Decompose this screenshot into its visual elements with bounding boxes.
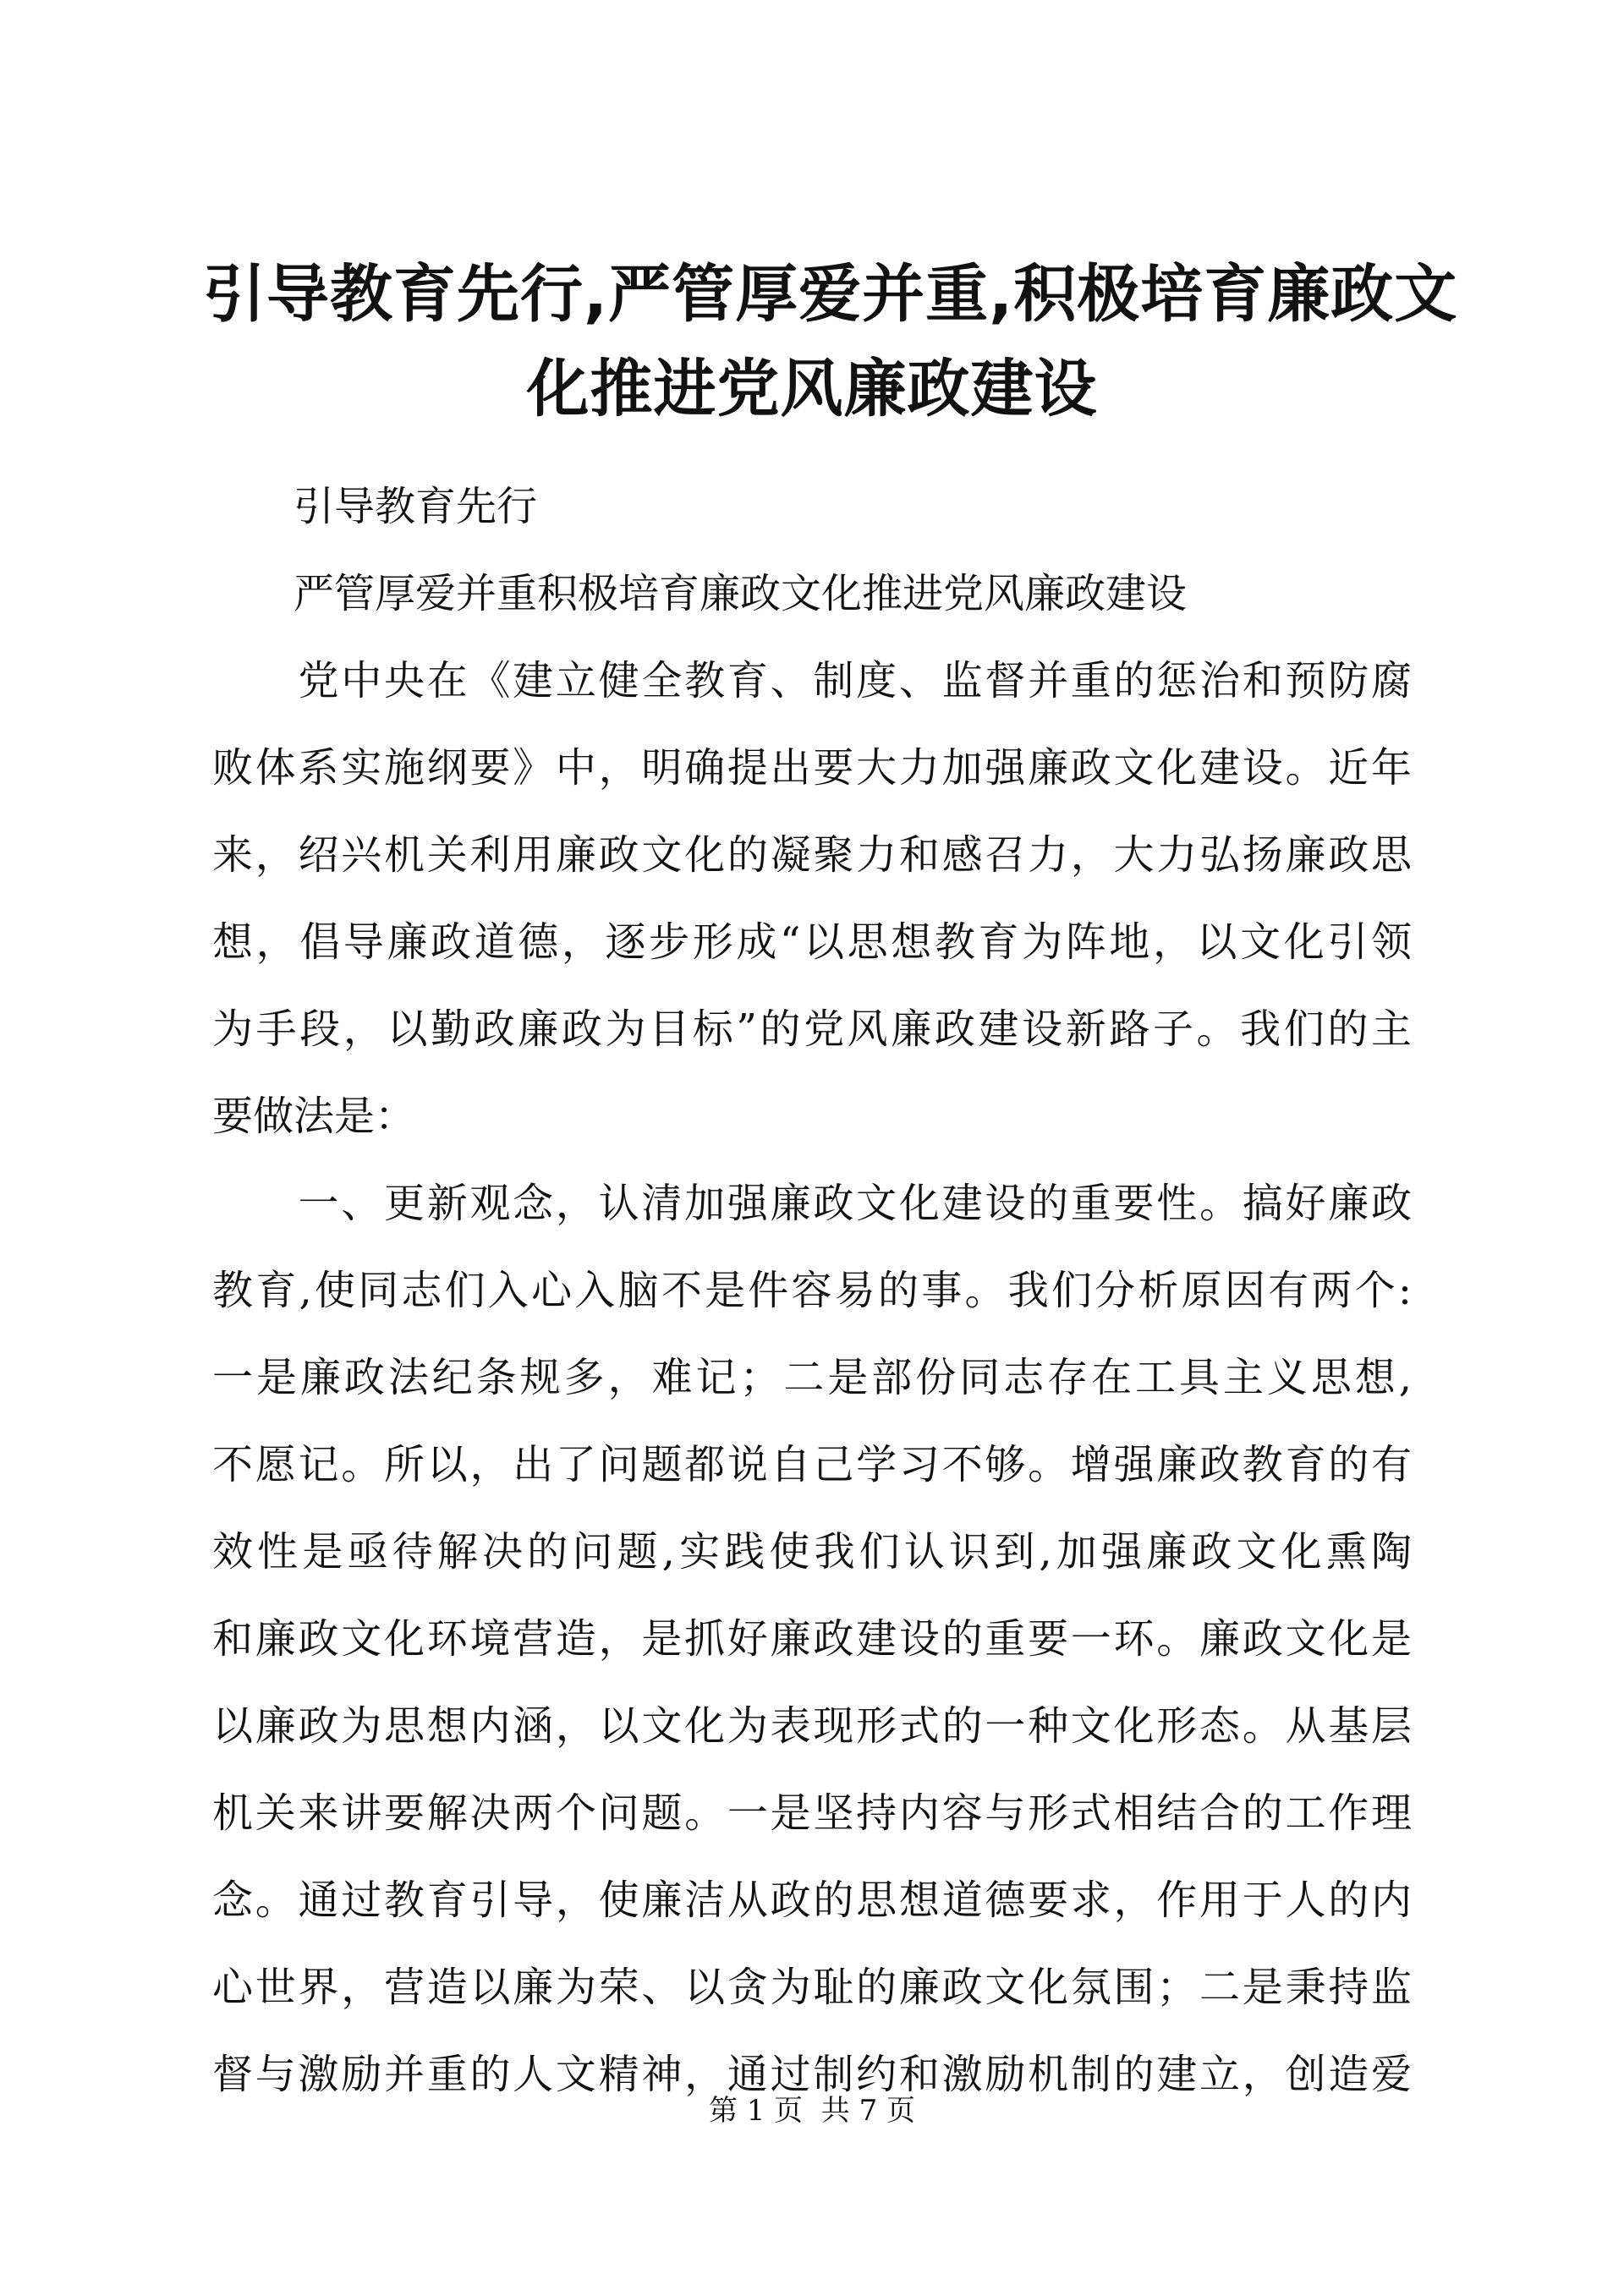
text-line: 不愿记。所以，出了问题都说自己学习不够。增强廉政教育的有: [212, 1441, 1412, 1488]
text-line: 以廉政为思想内涵，以文化为表现形式的一种文化形态。从基层: [212, 1702, 1412, 1750]
text-line: 严管厚爱并重积极培育廉政文化推进党风廉政建设: [212, 570, 1188, 617]
text-line: 一是廉政法纪条规多，难记；二是部份同志存在工具主义思想,: [212, 1354, 1412, 1401]
text-line: 要做法是：: [212, 1093, 416, 1140]
paragraph-intro: [212, 638, 1412, 1160]
text-line: 引导教育先行: [212, 483, 538, 530]
text-line: 督与激励并重的人文精神，通过制约和激励机制的建立，创造爱: [212, 2051, 1412, 2098]
title-line-2: 化推进党风廉政建设: [526, 353, 1098, 425]
text-line: 心世界，营造以廉为荣、以贪为耻的廉政文化氛围；二是秉持监: [212, 1964, 1412, 2011]
text-line: 念。通过教育引导，使廉洁从政的思想道德要求，作用于人的内: [212, 1877, 1412, 1924]
text-line: 为手段，以勤政廉政为目标”的党风廉政建设新路子。我们的主: [212, 1006, 1412, 1053]
page-footer: [0, 2092, 1624, 2129]
text-line: 败体系实施纲要》中，明确提出要大力加强廉政文化建设。近年: [212, 744, 1412, 792]
paragraph-heading-1: [212, 463, 1412, 551]
text-line: 来，绍兴机关利用廉政文化的凝聚力和感召力，大力弘扬廉政思: [212, 831, 1412, 879]
document-title: [203, 247, 1458, 436]
text-line: 和廉政文化环境营造，是抓好廉政建设的重要一环。廉政文化是: [212, 1615, 1412, 1663]
document-body: [212, 463, 1412, 2118]
text-line: 机关来讲要解决两个问题。一是坚持内容与形式相结合的工作理: [212, 1789, 1412, 1837]
paragraph-heading-2: [212, 551, 1412, 638]
page-number: 第 1 页 共 7 页: [708, 2094, 916, 2128]
text-line: 一、更新观念，认清加强廉政文化建设的重要性。搞好廉政: [212, 1180, 1412, 1227]
text-line: 效性是亟待解决的问题,实践使我们认识到,加强廉政文化熏陶: [212, 1528, 1412, 1575]
paragraph-section-1: [212, 1160, 1412, 2118]
text-line: 教育,使同志们入心入脑不是件容易的事。我们分析原因有两个:: [212, 1267, 1412, 1314]
text-line: 党中央在《建立健全教育、制度、监督并重的惩治和预防腐: [212, 657, 1412, 704]
text-line: 想，倡导廉政道德，逐步形成“以思想教育为阵地，以文化引领: [212, 918, 1412, 966]
title-line-1: 引导教育先行,严管厚爱并重,积极培育廉政文: [203, 258, 1458, 331]
